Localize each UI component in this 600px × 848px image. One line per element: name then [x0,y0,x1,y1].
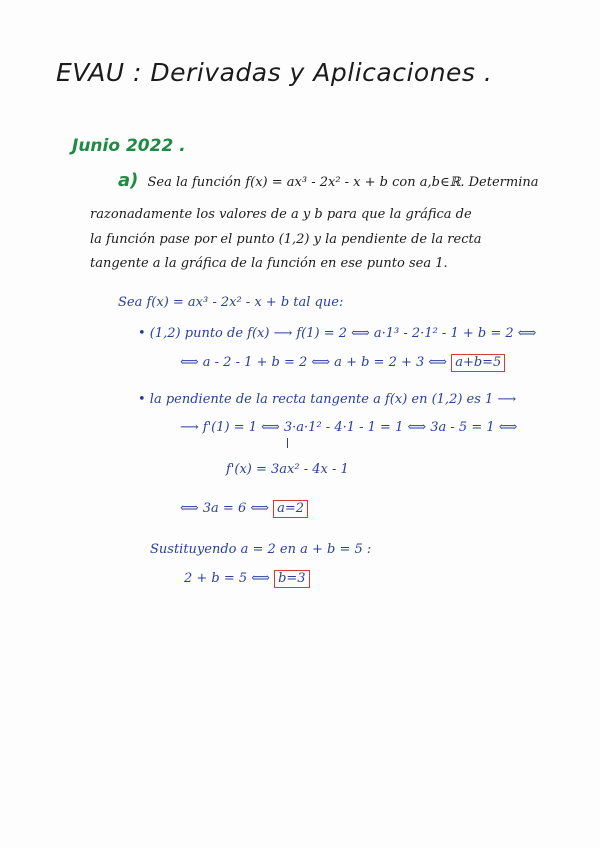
work-step: ⟺ 3a = 6 ⟺ [180,501,269,516]
result-box-a: a=2 [273,500,308,518]
solve-a-line [180,500,308,518]
problem-statement-line-3: la función pase por el punto (1,2) y la pendiente de la recta [90,232,482,247]
work-bullet-2-continued: ⟶ f'(1) = 1 ⟺ 3·a·1² - 4·1 - 1 = 1 ⟺ 3a - 5 = 1 ⟺ [180,420,518,435]
problem-statement-line-2: razonadamente los valores de a y b para que la gráfica de [90,207,472,222]
work-bullet-1: • (1,2) punto de f(x) ⟶ f(1) = 2 ⟺ a·1³ - 2·1² - 1 + b = 2 ⟺ [138,326,537,341]
result-box-b: b=3 [274,570,310,588]
result-box-sum: a+b=5 [451,354,505,372]
item-label: a) [118,170,139,191]
work-bullet-1-continued [180,354,505,372]
work-step: 2 + b = 5 ⟺ [184,571,270,586]
arrow-tick [287,438,288,448]
section-label: Junio 2022 . [72,136,186,156]
problem-statement-line-4: tangente a la gráfica de la función en ese punto sea 1. [90,256,448,271]
work-step: ⟺ a - 2 - 1 + b = 2 ⟺ a + b = 2 + 3 ⟺ [180,355,448,370]
work-intro: Sea f(x) = ax³ - 2x² - x + b tal que: [118,295,344,310]
substitution-line: Sustituyendo a = 2 en a + b = 5 : [150,542,372,557]
page-title: EVAU : Derivadas y Aplicaciones . [56,58,493,87]
statement-text: Sea la función f(x) = ax³ - 2x² - x + b con a,b∈ℝ. Determina [147,175,539,190]
section-heading [72,136,186,156]
derivative-line: f'(x) = 3ax² - 4x - 1 [226,462,349,477]
solve-b-line [184,570,310,588]
work-bullet-2: • la pendiente de la recta tangente a f(x) en (1,2) es 1 ⟶ [138,392,517,407]
problem-statement-line-1 [118,170,539,191]
